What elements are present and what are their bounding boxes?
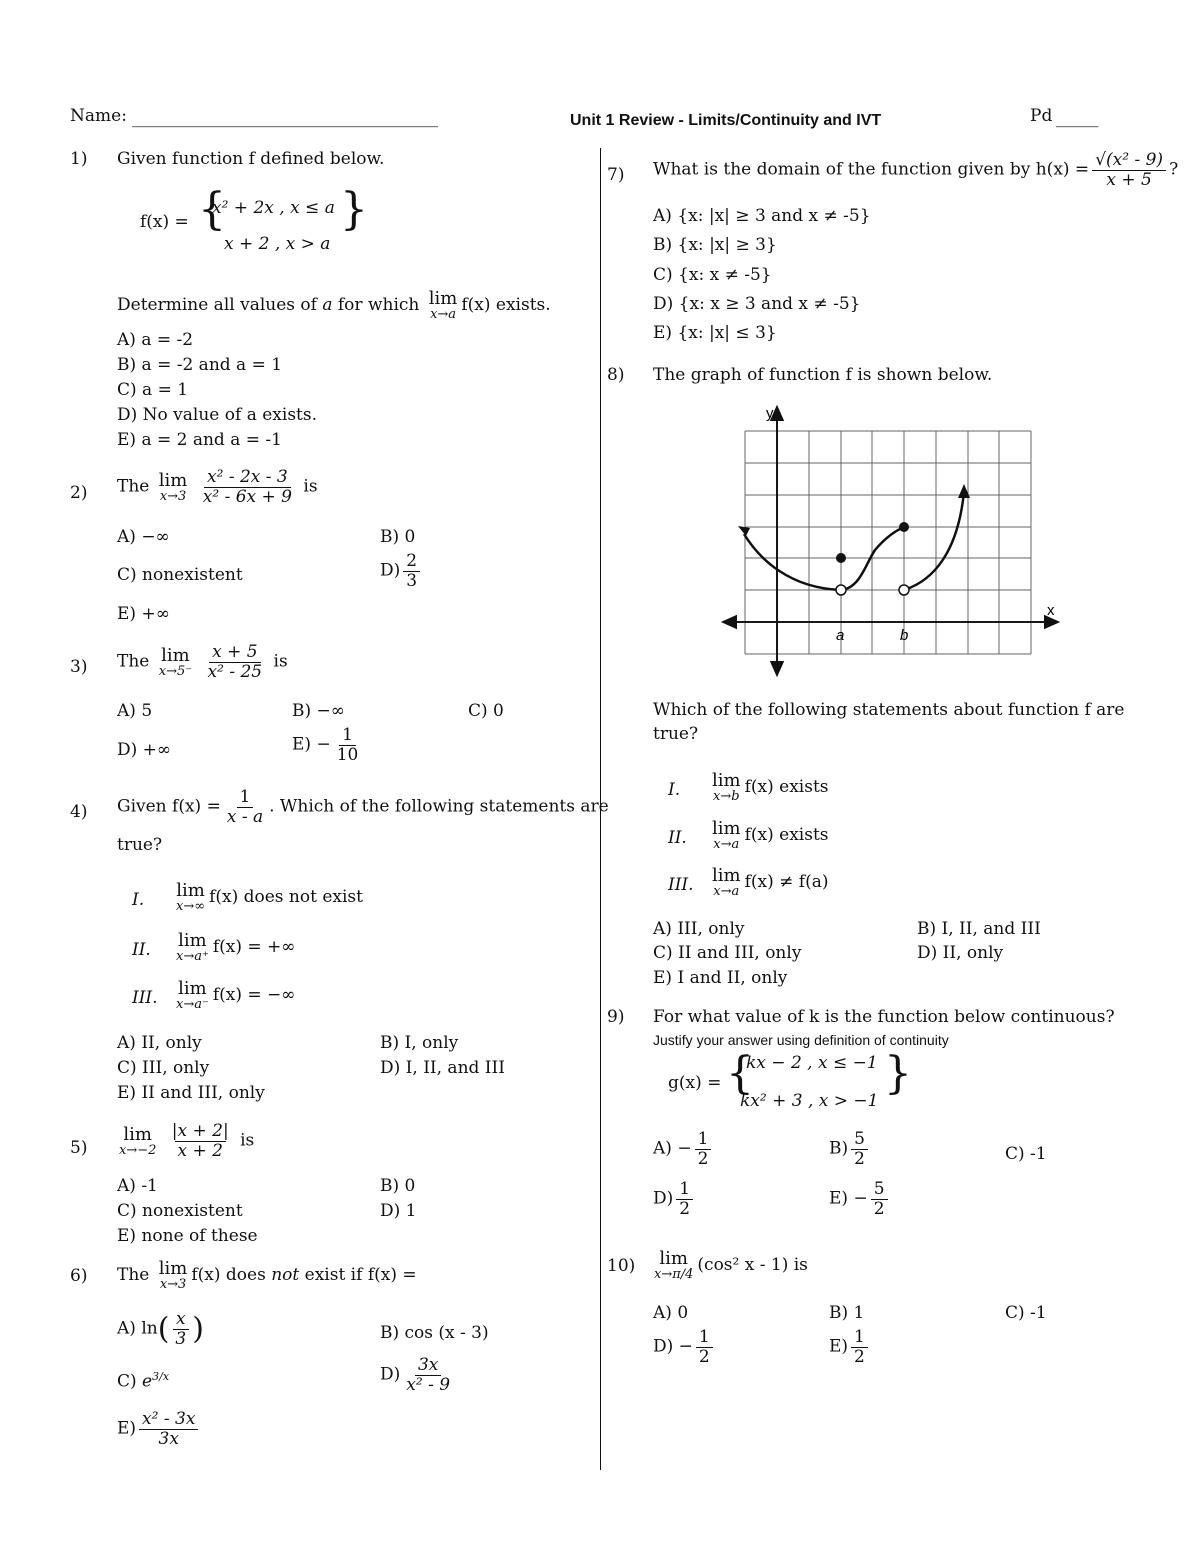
b-label: b (900, 627, 909, 644)
q9-option-c[interactable]: C) -1 (1005, 1144, 1047, 1164)
q6-option-a[interactable]: A) ln( $\frac{x}{3}$ ) (117, 1309, 204, 1349)
x-axis-label: x (1047, 602, 1055, 619)
q5-option-b[interactable]: B) 0 (380, 1176, 416, 1196)
a-label: a (836, 627, 845, 644)
q10-option-a[interactable]: A) 0 (653, 1303, 689, 1323)
q9-case1: kx − 2 , x ≤ −1 (746, 1053, 878, 1073)
q1-option-b[interactable]: B) a = -2 and a = 1 (117, 355, 283, 375)
curve-left (744, 534, 841, 590)
q8-option-b[interactable]: B) I, II, and III (917, 919, 1041, 939)
q10-number: 10) (607, 1256, 636, 1276)
y-axis-label: y (766, 405, 774, 422)
q7-option-e[interactable]: E) {x: |x| ≤ 3} (653, 323, 777, 343)
q2-number: 2) (70, 483, 88, 503)
q10-option-c[interactable]: C) -1 (1005, 1303, 1047, 1323)
q8-graph (720, 400, 1070, 680)
q9-brace-open: { (726, 1048, 754, 1099)
q7-number: 7) (607, 165, 625, 185)
q7-option-b[interactable]: B) {x: |x| ≥ 3} (653, 235, 777, 255)
pd-blank[interactable]: _____ (1056, 108, 1099, 128)
q9-number: 9) (607, 1007, 625, 1027)
q4-option-d[interactable]: D) I, II, and III (380, 1058, 505, 1078)
q7-option-c[interactable]: C) {x: x ≠ -5} (653, 265, 772, 285)
q8-question: Which of the following statements about function f are (653, 700, 1125, 720)
q5-option-d[interactable]: D) 1 (380, 1201, 417, 1221)
q4-stem-2: true? (117, 835, 163, 855)
q1-fx: f(x) = (140, 212, 189, 232)
q2-stem: The lim x→3 $\frac{\text{x² - 2x - 3}}{\text{x² - 6x + 9}}$ is (117, 467, 318, 507)
q8-roman-i: I. (668, 780, 681, 800)
q9-option-a[interactable]: A) − $\frac{1}{2}$ (653, 1130, 714, 1168)
q9-stem: For what value of k is the function below continuous? (653, 1007, 1115, 1027)
q1-option-e[interactable]: E) a = 2 and a = -1 (117, 430, 282, 450)
q8-statement-i: lim x→b f(x) exists (712, 770, 829, 804)
q1-piecewise: { (198, 184, 226, 235)
q5-option-a[interactable]: A) -1 (117, 1176, 158, 1196)
q8-roman-ii: II. (668, 828, 687, 848)
q1-number: 1) (70, 149, 88, 169)
name-blank[interactable]: ____________________________________ (132, 108, 438, 128)
q6-option-c[interactable]: C) $e^{3/x}$ (117, 1370, 170, 1392)
q6-option-e[interactable]: E) $\frac{\text{x² - 3x}}{3x}$ (117, 1410, 201, 1448)
q1-option-c[interactable]: C) a = 1 (117, 380, 189, 400)
q8-question-2: true? (653, 724, 699, 744)
q6-option-d[interactable]: D) $\frac{3x}{\text{x² - 9}}$ (380, 1355, 451, 1395)
filled-point-b (899, 522, 909, 532)
q4-statement-i: lim x→∞ f(x) does not exist (176, 880, 363, 914)
q6-option-b[interactable]: B) cos (x - 3) (380, 1323, 489, 1343)
name-label: Name: (70, 106, 127, 126)
q2-option-d[interactable]: D) $\frac{2}{3}$ (380, 552, 423, 590)
q3-option-d[interactable]: D) +∞ (117, 740, 172, 760)
q2-option-b[interactable]: B) 0 (380, 527, 416, 547)
q4-option-c[interactable]: C) III, only (117, 1058, 210, 1078)
open-point-b (899, 585, 909, 595)
q8-option-e[interactable]: E) I and II, only (653, 968, 788, 988)
q9-gx: g(x) = (668, 1073, 722, 1093)
q9-justify: Justify your answer using definition of continuity (653, 1032, 949, 1048)
q9-case2: kx² + 3 , x > −1 (740, 1091, 879, 1111)
q2-option-a[interactable]: A) −∞ (117, 527, 170, 547)
q9-option-b[interactable]: B) $\frac{5}{2}$ (829, 1130, 871, 1168)
q2-option-e[interactable]: E) +∞ (117, 604, 170, 624)
q1-option-a[interactable]: A) a = -2 (117, 330, 194, 350)
q6-number: 6) (70, 1266, 88, 1286)
q8-option-d[interactable]: D) II, only (917, 943, 1004, 963)
q8-option-c[interactable]: C) II and III, only (653, 943, 802, 963)
page-title: Unit 1 Review - Limits/Continuity and IVT (570, 112, 882, 129)
q3-stem: The lim x→5⁻ $\frac{x + 5}{\text{x² - 25}}$ is (117, 642, 288, 682)
q3-option-b[interactable]: B) −∞ (292, 701, 345, 721)
q4-option-e[interactable]: E) II and III, only (117, 1083, 265, 1103)
q5-option-c[interactable]: C) nonexistent (117, 1201, 243, 1221)
q9-option-e[interactable]: E) − $\frac{5}{2}$ (829, 1180, 891, 1218)
q7-option-d[interactable]: D) {x: x ≥ 3 and x ≠ -5} (653, 294, 861, 314)
q4-statement-ii: lim x→a⁺ f(x) = +∞ (176, 930, 296, 964)
q4-stem: Given f(x) = $\frac{1}{x - a}$ . Which of the following statements are (117, 787, 609, 827)
q3-option-e[interactable]: E) − $\frac{1}{10}$ (292, 725, 359, 765)
q4-statement-iii: lim x→a⁻ f(x) = −∞ (176, 978, 296, 1012)
q6-stem: The lim x→3 f(x) does not exist if f(x) = (117, 1258, 417, 1292)
q7-stem: What is the domain of the function given by h(x) = $\frac{\text{√(x² - 9)}}{x + 5}$ ? (653, 150, 1179, 190)
q4-roman-i: I. (132, 890, 145, 910)
q10-option-b[interactable]: B) 1 (829, 1303, 865, 1323)
q1-option-d[interactable]: D) No value of a exists. (117, 405, 318, 425)
q4-option-b[interactable]: B) I, only (380, 1033, 459, 1053)
q1-text: Given function f defined below. (117, 149, 385, 169)
q4-number: 4) (70, 802, 88, 822)
q1-case2: x + 2 , x > a (224, 234, 331, 254)
q7-option-a[interactable]: A) {x: |x| ≥ 3 and x ≠ -5} (653, 206, 871, 226)
q5-option-e[interactable]: E) none of these (117, 1226, 258, 1246)
q3-number: 3) (70, 657, 88, 677)
q9-option-d[interactable]: D) $\frac{1}{2}$ (653, 1180, 696, 1218)
q1-prompt: Determine all values of a for which lim x→a f(x) exists. (117, 288, 551, 322)
q3-option-a[interactable]: A) 5 (117, 701, 153, 721)
q8-statement-ii: lim x→a f(x) exists (712, 818, 829, 852)
q5-number: 5) (70, 1138, 88, 1158)
q8-stem: The graph of function f is shown below. (653, 365, 993, 385)
q10-option-e[interactable]: E) $\frac{1}{2}$ (829, 1328, 871, 1366)
q4-roman-iii: III. (132, 988, 158, 1008)
q1-piecewise-close: } (340, 184, 368, 235)
graph-grid (745, 431, 1031, 654)
q8-statement-iii: lim x→a f(x) ≠ f(a) (712, 865, 829, 899)
q4-option-a[interactable]: A) II, only (117, 1033, 202, 1053)
q2-option-c[interactable]: C) nonexistent (117, 565, 243, 585)
q9-brace-close: } (884, 1048, 912, 1099)
curve-right (904, 492, 964, 590)
q4-roman-ii: II. (132, 940, 151, 960)
open-point-a (836, 585, 846, 595)
q5-stem: lim x→−2 $\frac{|x + 2|}{x + 2}$ is (119, 1121, 255, 1161)
pd-label: Pd (1030, 106, 1053, 126)
filled-point-a (836, 553, 846, 563)
q8-roman-iii: III. (668, 875, 694, 895)
q8-option-a[interactable]: A) III, only (653, 919, 745, 939)
q3-option-c[interactable]: C) 0 (468, 701, 504, 721)
q10-stem: lim x→π/4 (cos² x - 1) is (654, 1248, 808, 1282)
q8-number: 8) (607, 365, 625, 385)
q10-option-d[interactable]: D) − $\frac{1}{2}$ (653, 1328, 716, 1366)
q1-case1: x² + 2x , x ≤ a (212, 198, 335, 218)
